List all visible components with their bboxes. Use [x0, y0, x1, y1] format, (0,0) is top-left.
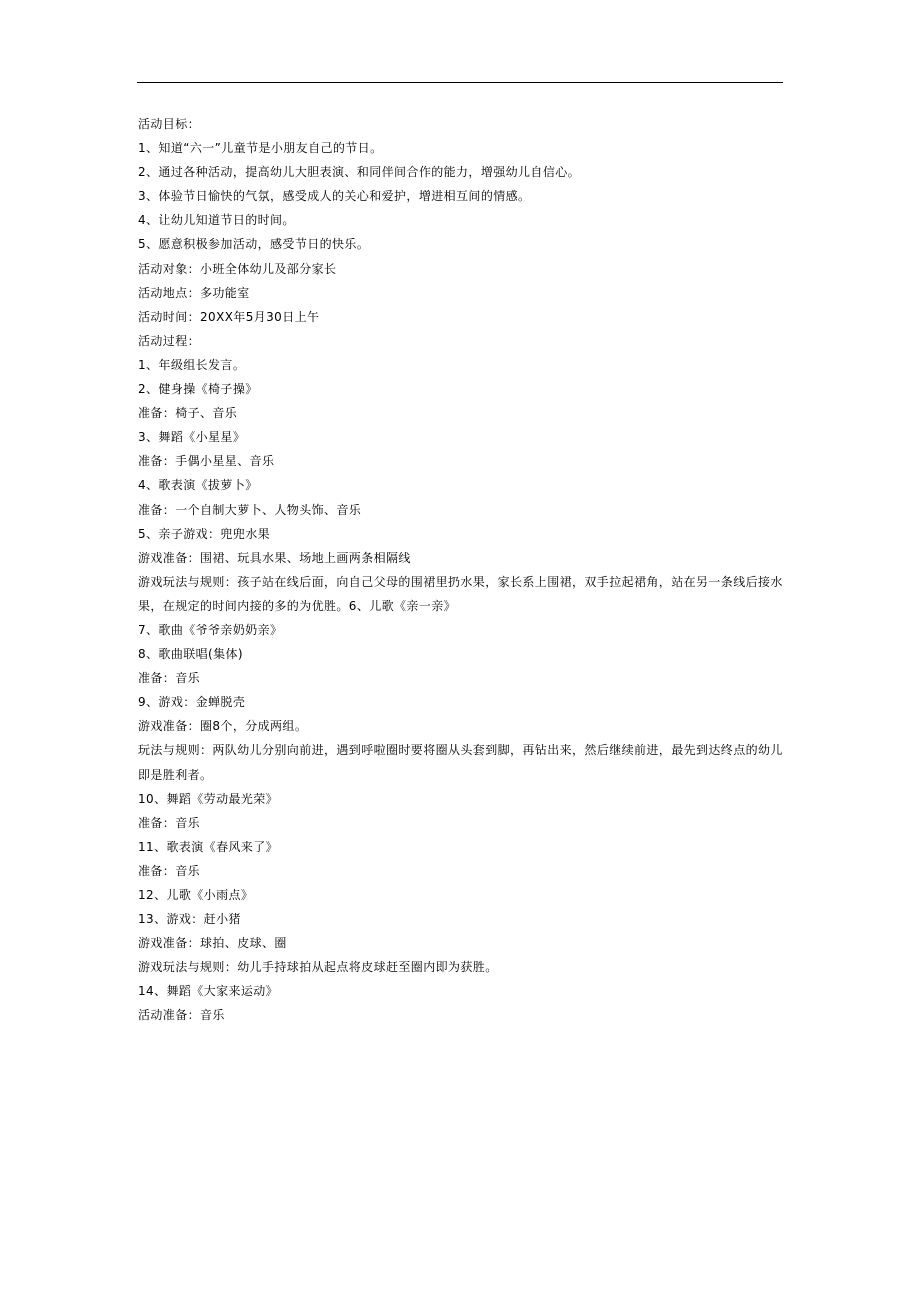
- text-line: 14、舞蹈《大家来运动》: [138, 984, 279, 999]
- text-line: 活动准备：音乐: [138, 1008, 225, 1023]
- document-body: [138, 112, 786, 1028]
- text-line: 游戏准备：围裙、玩具水果、场地上画两条相隔线: [138, 550, 411, 565]
- text-line: 4、让幼儿知道节日的时间。: [138, 213, 295, 228]
- text-line: 玩法与规则：两队幼儿分别向前进，遇到呼啦圈时要将圈从头套到脚，再钻出来，然后继续前进，最先到达终点的幼儿: [138, 743, 783, 758]
- text-line: 游戏玩法与规则：幼儿手持球拍从起点将皮球赶至圈内即为获胜。: [138, 960, 498, 975]
- text-line: 游戏准备：圈8个，分成两组。: [138, 719, 308, 734]
- header-rule: [137, 82, 783, 83]
- text-line: 游戏玩法与规则：孩子站在线后面，向自己父母的围裙里扔水果，家长系上围裙，双手拉起裙角，站在另一条线后接水: [138, 574, 783, 589]
- text-line: 12、儿歌《小雨点》: [138, 888, 254, 902]
- text-line: 准备：音乐: [138, 863, 201, 878]
- text-line: 即是胜利者。: [138, 767, 213, 782]
- text-line: 2、通过各种活动，提高幼儿大胆表演、和同伴间合作的能力，增强幼儿自信心。: [138, 165, 581, 180]
- text-line: 游戏准备：球拍、皮球、圈: [138, 936, 287, 951]
- text-line: 活动时间：20XX年5月30日上午: [138, 309, 320, 324]
- text-line: 准备：音乐: [138, 671, 201, 686]
- text-line: 4、歌表演《拔萝卜》: [138, 478, 258, 493]
- text-line: 11、歌表演《春风来了》: [138, 839, 279, 854]
- text-line: 1、知道“六一”儿童节是小朋友自己的节日。: [138, 141, 383, 156]
- text-line: 5、亲子游戏：兜兜水果: [138, 526, 271, 541]
- text-line: 准备：音乐: [138, 815, 201, 830]
- text-line: 5、愿意积极参加活动，感受节日的快乐。: [138, 237, 370, 252]
- text-line: 7、歌曲《爷爷亲奶奶亲》: [138, 622, 283, 637]
- text-line: 3、体验节日愉快的气氛，感受成人的关心和爱护，增进相互间的情感。: [138, 189, 531, 204]
- text-line: 准备：一个自制大萝卜、人物头饰、音乐: [138, 502, 362, 517]
- text-line: 活动地点：多功能室: [138, 285, 250, 300]
- text-line: 果，在规定的时间内接的多的为优胜。6、儿歌《亲一亲》: [138, 598, 457, 613]
- text-line: 3、舞蹈《小星星》: [138, 430, 246, 445]
- text-line: 2、健身操《椅子操》: [138, 382, 258, 397]
- text-line: 准备：手偶小星星、音乐: [138, 454, 275, 469]
- text-line: 活动对象：小班全体幼儿及部分家长: [138, 261, 337, 276]
- text-line: 10、舞蹈《劳动最光荣》: [138, 791, 279, 806]
- text-line: 8、歌曲联唱(集体): [138, 647, 243, 662]
- text-line: 1、年级组长发言。: [138, 357, 246, 372]
- text-line: 准备：椅子、音乐: [138, 406, 238, 421]
- text-line: 9、游戏：金蝉脱壳: [138, 695, 246, 710]
- text-line: 13、游戏：赶小猪: [138, 912, 241, 927]
- text-line: 活动目标：: [138, 117, 201, 131]
- text-line: 活动过程：: [138, 333, 201, 348]
